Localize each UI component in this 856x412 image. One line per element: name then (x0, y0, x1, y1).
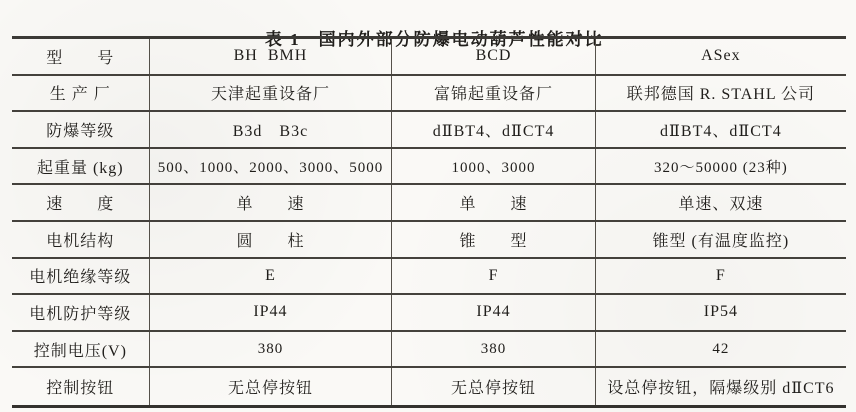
table-cell: E (150, 259, 393, 294)
table-cell: 锥 型 (392, 222, 595, 257)
row-label-cell: 控制按钮 (12, 368, 150, 405)
table-cell: 无总停按钮 (392, 368, 595, 405)
table-row-lifting-capacity (12, 149, 846, 186)
hoist-comparison-table (12, 36, 846, 408)
table-cell: BCD (392, 39, 595, 74)
table-row-motor-structure (12, 222, 846, 259)
table-title: 国内外部分防爆电动葫芦性能对比 (318, 30, 604, 49)
table-cell: 圆 柱 (150, 222, 393, 257)
row-label-cell: 型 号 (12, 39, 150, 74)
row-label-cell: 控制电压(V) (12, 332, 150, 367)
table-cell: 320～50000 (23种) (654, 159, 788, 176)
table-row-manufacturer (12, 76, 846, 113)
table-cell: F (392, 259, 595, 294)
table-row-motor-protection-class (12, 295, 846, 332)
table-cell: 锥型 (有温度监控) (652, 232, 790, 250)
row-label-cell: 生 产 厂 (12, 76, 150, 111)
table-cell: 单 速 (150, 185, 393, 220)
table-row-speed (12, 185, 846, 222)
row-label-cell: 防爆等级 (12, 112, 150, 147)
table-row-motor-insulation-class (12, 259, 846, 296)
row-label-cell: 电机绝缘等级 (12, 259, 150, 294)
table-cell: 联邦德国 R. STAHL 公司 (626, 86, 816, 104)
table-row-control-button (12, 368, 846, 405)
table-cell: 380 (150, 332, 393, 367)
table-cell: 380 (392, 332, 595, 367)
table-cell: IP44 (150, 295, 393, 330)
table-cell: BH BMH (150, 39, 393, 74)
table-cell: ASex (701, 47, 741, 65)
row-label-cell: 电机结构 (12, 222, 150, 257)
table-row-explosion-proof-grade (12, 112, 846, 149)
table-cell: IP44 (392, 295, 595, 330)
table-cell: 单 速 (392, 185, 595, 220)
row-label-cell: 起重量 (kg) (12, 149, 150, 184)
table-cell: dⅡBT4、dⅡCT4 (660, 122, 782, 140)
table-cell: 富锦起重设备厂 (392, 76, 595, 111)
table-cell: 1000、3000 (392, 149, 595, 184)
table-cell: 无总停按钮 (150, 368, 393, 405)
table-cell: 单速、双速 (678, 196, 764, 214)
table-cell: 42 (712, 340, 730, 357)
table-row-control-voltage (12, 332, 846, 369)
table-cell: F (715, 266, 726, 284)
table-cell: dⅡBT4、dⅡCT4 (392, 112, 595, 147)
table-cell: B3d B3c (150, 112, 393, 147)
row-label-cell: 速 度 (12, 185, 150, 220)
table-cell: 设总停按钮，隔爆级别 dⅡCT6 (607, 380, 835, 398)
table-cell: 天津起重设备厂 (150, 76, 393, 111)
table-row-model (12, 39, 846, 76)
row-label-cell: 电机防护等级 (12, 295, 150, 330)
table-number: 表 1 (264, 30, 301, 49)
table-cell: 500、1000、2000、3000、5000 (150, 149, 393, 184)
table-cell: IP54 (703, 303, 738, 321)
